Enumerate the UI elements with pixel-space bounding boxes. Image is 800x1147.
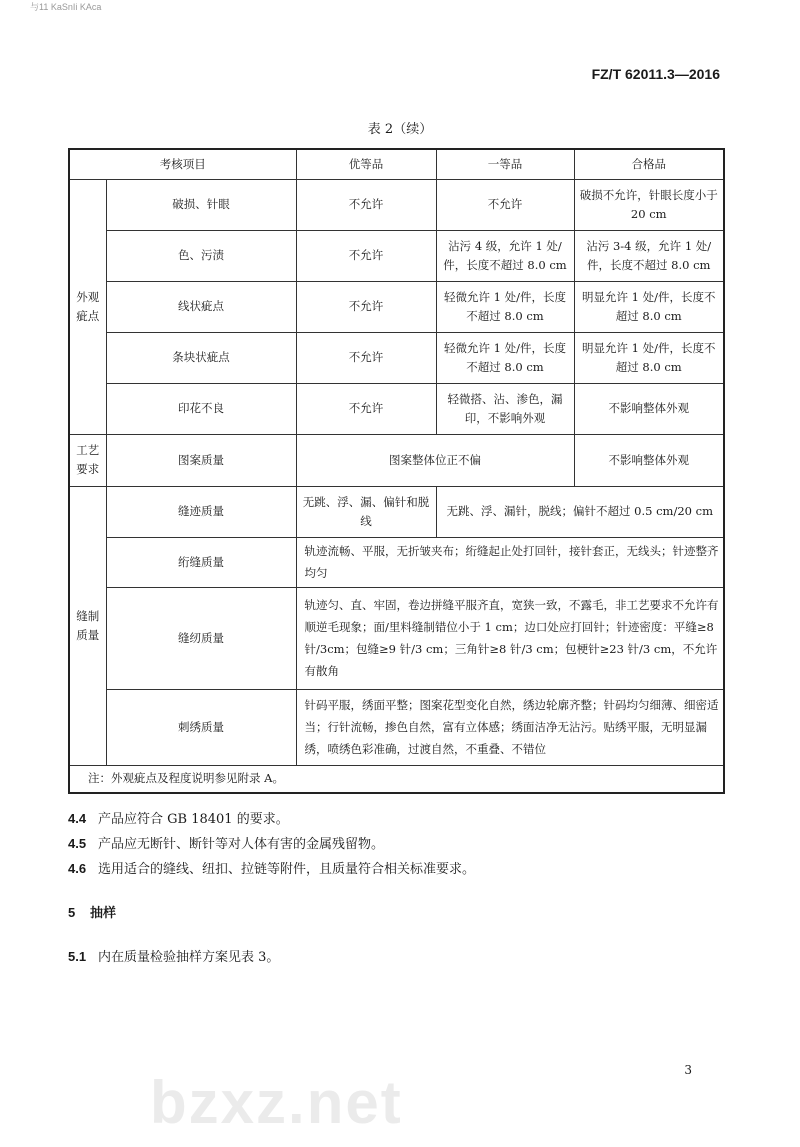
cell: 破损不允许，针眼长度小于 20 cm <box>574 179 724 230</box>
section-5-heading <box>68 904 723 923</box>
cell: 不允许 <box>296 179 436 230</box>
cell: 无跳、浮、漏针，脱线；偏针不超过 0.5 cm/20 cm <box>436 486 724 537</box>
cell: 缝迹质量 <box>106 486 296 537</box>
table-row <box>69 281 724 332</box>
cell: 绗缝质量 <box>106 537 296 587</box>
header-cell: 一等品 <box>436 149 574 179</box>
table-header-row <box>69 149 724 179</box>
cell: 轨迹匀、直、牢固，卷边拼缝平服齐直，宽狭一致，不露毛，非工艺要求不允许有顺逆毛现象；面/里料缝制错位小于 1 cm；边口处应打回针；针迹密度：平缝≥8 针/3cm；包缝≥9 针/3 cm；三角针≥8 针/3 cm；包梗针≥23 针/3 cm，不允许有散角 <box>296 587 724 689</box>
header-cell: 考核项目 <box>69 149 296 179</box>
cell: 破损、针眼 <box>106 179 296 230</box>
cell: 条块状疵点 <box>106 332 296 383</box>
clause-4-4 <box>68 810 723 829</box>
standard-number: FZ/T 62011.3—2016 <box>591 66 720 82</box>
cell: 不影响整体外观 <box>574 383 724 434</box>
cell: 图案质量 <box>106 434 296 486</box>
section-title: 抽样 <box>90 906 117 921</box>
table-row <box>69 689 724 765</box>
cell: 针码平服，绣面平整；图案花型变化自然，绣边轮廓齐整；针码均匀细薄、细密适当；行针流畅，掺色自然，富有立体感；绣面洁净无沾污。贴绣平服，无明显漏绣，喷绣色彩准确，过渡自然，不重叠、不错位 <box>296 689 724 765</box>
table-caption: 表 2（续） <box>367 122 433 137</box>
cell: 不允许 <box>436 179 574 230</box>
cell: 线状疵点 <box>106 281 296 332</box>
cell: 不允许 <box>296 281 436 332</box>
header-cell: 合格品 <box>574 149 724 179</box>
table-row <box>69 587 724 689</box>
group-cell: 缝制质量 <box>69 486 106 765</box>
clause-5-1 <box>68 948 723 967</box>
table-row <box>69 383 724 434</box>
table-row <box>69 486 724 537</box>
clause-text: 内在质量检验抽样方案见表 3。 <box>98 950 280 965</box>
cell: 沾污 3-4 级，允许 1 处/件，长度不超过 8.0 cm <box>574 230 724 281</box>
cell: 不允许 <box>296 383 436 434</box>
cell: 轻微允许 1 处/件，长度不超过 8.0 cm <box>436 332 574 383</box>
cell: 轻微允许 1 处/件，长度不超过 8.0 cm <box>436 281 574 332</box>
table-row <box>69 179 724 230</box>
table-note: 注：外观疵点及程度说明参见附录 A。 <box>69 765 724 793</box>
clause-4-6 <box>68 860 723 879</box>
group-cell: 工艺要求 <box>69 434 106 486</box>
table-note-row <box>69 765 724 793</box>
table-row <box>69 332 724 383</box>
clause-number: 5.1 <box>68 949 87 964</box>
clause-number: 4.4 <box>68 811 87 826</box>
cell: 明显允许 1 处/件，长度不超过 8.0 cm <box>574 281 724 332</box>
quality-table <box>68 148 725 794</box>
cell: 不允许 <box>296 230 436 281</box>
cell: 图案整体位正不偏 <box>296 434 574 486</box>
clause-text: 选用适合的缝线、纽扣、拉链等附件，且质量符合相关标准要求。 <box>98 862 476 877</box>
table-row <box>69 434 724 486</box>
header-cell: 优等品 <box>296 149 436 179</box>
cell: 无跳、浮、漏、偏针和脱线 <box>296 486 436 537</box>
cell: 轨迹流畅、平服，无折皱夹布；绗缝起止处打回针，接针套正，无线头；针迹整齐均匀 <box>296 537 724 587</box>
clause-text: 产品应无断针、断针等对人体有害的金属残留物。 <box>98 837 385 852</box>
cell: 色、污渍 <box>106 230 296 281</box>
table-row <box>69 230 724 281</box>
cell: 轻微搭、沾、渗色，漏印，不影响外观 <box>436 383 574 434</box>
section-number: 5 <box>68 905 76 920</box>
page-body <box>68 148 723 967</box>
table-row <box>69 537 724 587</box>
cell: 明显允许 1 处/件，长度不超过 8.0 cm <box>574 332 724 383</box>
cell: 缝纫质量 <box>106 587 296 689</box>
watermark: bzxz.net <box>150 1069 403 1136</box>
cell: 不允许 <box>296 332 436 383</box>
clause-text: 产品应符合 GB 18401 的要求。 <box>98 812 289 827</box>
clause-number: 4.6 <box>68 861 87 876</box>
scan-header-text: 与11 KaSnIi KAca <box>30 2 102 12</box>
group-cell: 外观疵点 <box>69 179 106 434</box>
clause-number: 4.5 <box>68 836 87 851</box>
clause-4-5 <box>68 835 723 854</box>
cell: 刺绣质量 <box>106 689 296 765</box>
cell: 印花不良 <box>106 383 296 434</box>
cell: 沾污 4 级，允许 1 处/件，长度不超过 8.0 cm <box>436 230 574 281</box>
cell: 不影响整体外观 <box>574 434 724 486</box>
page-number: 3 <box>684 1063 692 1077</box>
